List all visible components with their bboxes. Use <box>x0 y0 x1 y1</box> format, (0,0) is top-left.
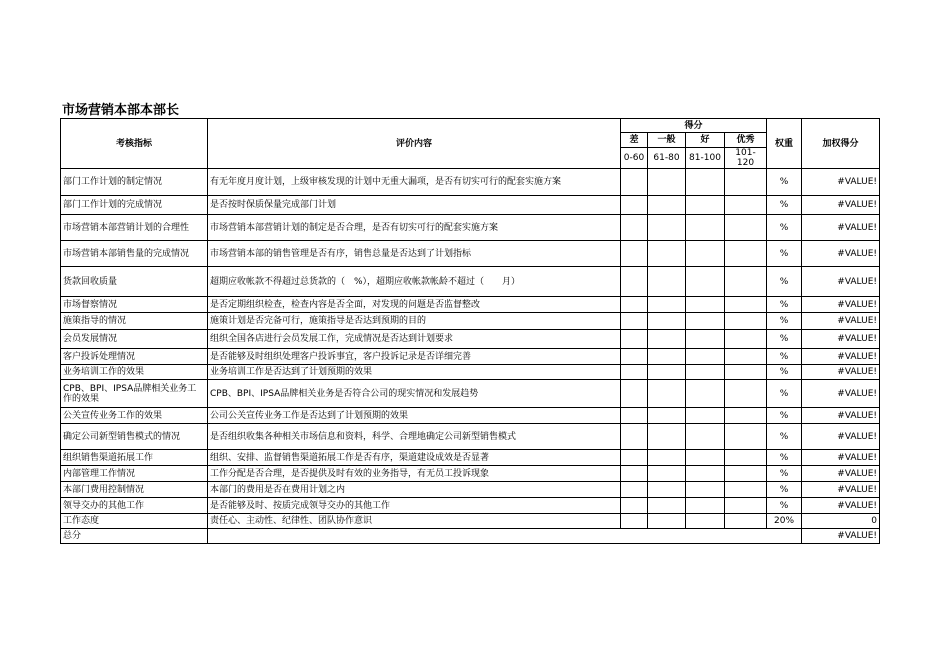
score-cell-poor[interactable] <box>621 514 648 529</box>
score-cell-good[interactable] <box>686 466 725 482</box>
score-cell-fair[interactable] <box>648 408 686 424</box>
score-cell-fair[interactable] <box>648 482 686 498</box>
content-cell: 是否能够及时、按质完成领导交办的其他工作 <box>208 498 621 514</box>
table-row <box>61 241 880 267</box>
weight-cell: % <box>767 482 802 498</box>
indicator-cell: 会员发展情况 <box>61 330 208 349</box>
score-cell-excellent[interactable] <box>725 241 767 267</box>
score-cell-excellent[interactable] <box>725 498 767 514</box>
indicator-cell: 确定公司新型销售模式的情况 <box>61 424 208 450</box>
score-cell-poor[interactable] <box>621 408 648 424</box>
score-cell-excellent[interactable] <box>725 408 767 424</box>
weight-cell: % <box>767 365 802 380</box>
weight-cell: % <box>767 169 802 196</box>
content-cell: 施策计划是否完备可行，施策指导是否达到预期的目的 <box>208 313 621 330</box>
level-range: 61-80 <box>648 148 686 169</box>
table-row <box>61 408 880 424</box>
score-cell-good[interactable] <box>686 196 725 215</box>
weighted-score-cell: #VALUE! <box>802 482 880 498</box>
score-cell-excellent[interactable] <box>725 466 767 482</box>
total-weighted-score: #VALUE! <box>802 529 880 544</box>
indicator-cell: 工作态度 <box>61 514 208 529</box>
score-cell-excellent[interactable] <box>725 450 767 466</box>
level-label: 优秀 <box>725 133 767 148</box>
weight-cell: % <box>767 349 802 365</box>
header-indicator: 考核指标 <box>61 119 208 169</box>
total-label: 总分 <box>61 529 208 544</box>
score-cell-fair[interactable] <box>648 169 686 196</box>
weight-cell: % <box>767 196 802 215</box>
score-cell-good[interactable] <box>686 297 725 313</box>
level-range: 101-120 <box>725 148 767 169</box>
score-cell-fair[interactable] <box>648 514 686 529</box>
indicator-cell: 部门工作计划的制定情况 <box>61 169 208 196</box>
indicator-cell: 组织销售渠道拓展工作 <box>61 450 208 466</box>
header-row-1 <box>61 119 880 133</box>
score-cell-poor[interactable] <box>621 267 648 297</box>
indicator-cell: 客户投诉处理情况 <box>61 349 208 365</box>
content-cell: 是否按时保质保量完成部门计划 <box>208 196 621 215</box>
score-cell-excellent[interactable] <box>725 297 767 313</box>
indicator-cell: 部门工作计划的完成情况 <box>61 196 208 215</box>
indicator-cell: 市场营销本部销售量的完成情况 <box>61 241 208 267</box>
weighted-score-cell: #VALUE! <box>802 466 880 482</box>
indicator-cell: CPB、BPI、IPSA品牌相关业务工作的效果 <box>61 380 208 408</box>
table-row <box>61 297 880 313</box>
score-cell-good[interactable] <box>686 349 725 365</box>
score-cell-excellent[interactable] <box>725 330 767 349</box>
score-cell-poor[interactable] <box>621 330 648 349</box>
score-cell-good[interactable] <box>686 424 725 450</box>
score-cell-good[interactable] <box>686 380 725 408</box>
weight-cell: % <box>767 330 802 349</box>
score-cell-good[interactable] <box>686 313 725 330</box>
score-cell-fair[interactable] <box>648 380 686 408</box>
score-cell-excellent[interactable] <box>725 215 767 241</box>
score-cell-excellent[interactable] <box>725 169 767 196</box>
weighted-score-cell: #VALUE! <box>802 424 880 450</box>
score-cell-fair[interactable] <box>648 450 686 466</box>
weighted-score-cell: #VALUE! <box>802 450 880 466</box>
table-row <box>61 365 880 380</box>
score-cell-poor[interactable] <box>621 424 648 450</box>
table-row <box>61 498 880 514</box>
content-cell: 组织全国各店进行会员发展工作，完成情况是否达到计划要求 <box>208 330 621 349</box>
table-row <box>61 267 880 297</box>
score-cell-fair[interactable] <box>648 349 686 365</box>
content-cell: 工作分配是否合理，是否提供及时有效的业务指导，有无员工投诉现象 <box>208 466 621 482</box>
score-cell-excellent[interactable] <box>725 267 767 297</box>
score-cell-excellent[interactable] <box>725 196 767 215</box>
score-cell-fair[interactable] <box>648 424 686 450</box>
table-row <box>61 215 880 241</box>
score-cell-fair[interactable] <box>648 365 686 380</box>
evaluation-table <box>60 118 880 544</box>
header-weighted: 加权得分 <box>802 119 880 169</box>
content-cell: 超期应收帐款不得超过总货款的（ %），超期应收帐款帐龄不超过（ 月） <box>208 267 621 297</box>
content-cell: 本部门的费用是否在费用计划之内 <box>208 482 621 498</box>
score-cell-poor[interactable] <box>621 380 648 408</box>
score-cell-good[interactable] <box>686 330 725 349</box>
content-cell: 责任心、主动性、纪律性、团队协作意识 <box>208 514 621 529</box>
score-cell-poor[interactable] <box>621 169 648 196</box>
content-cell: 是否定期组织检查，检查内容是否全面，对发现的问题是否监督整改 <box>208 297 621 313</box>
score-cell-excellent[interactable] <box>725 313 767 330</box>
indicator-cell: 市场督察情况 <box>61 297 208 313</box>
score-cell-good[interactable] <box>686 408 725 424</box>
score-cell-poor[interactable] <box>621 215 648 241</box>
score-cell-poor[interactable] <box>621 241 648 267</box>
weighted-score-cell: #VALUE! <box>802 498 880 514</box>
header-weight: 权重 <box>767 119 802 169</box>
score-cell-fair[interactable] <box>648 498 686 514</box>
score-cell-excellent[interactable] <box>725 365 767 380</box>
indicator-cell: 领导交办的其他工作 <box>61 498 208 514</box>
level-label: 差 <box>621 133 648 148</box>
score-cell-fair[interactable] <box>648 297 686 313</box>
table-row <box>61 330 880 349</box>
table-row <box>61 349 880 365</box>
weighted-score-cell: #VALUE! <box>802 169 880 196</box>
score-cell-poor[interactable] <box>621 482 648 498</box>
table-row <box>61 424 880 450</box>
weight-cell: % <box>767 408 802 424</box>
weight-cell: 20% <box>767 514 802 529</box>
score-cell-excellent[interactable] <box>725 424 767 450</box>
score-cell-good[interactable] <box>686 482 725 498</box>
weighted-score-cell: #VALUE! <box>802 241 880 267</box>
score-cell-fair[interactable] <box>648 330 686 349</box>
weighted-score-cell: #VALUE! <box>802 349 880 365</box>
score-cell-good[interactable] <box>686 215 725 241</box>
indicator-cell: 本部门费用控制情况 <box>61 482 208 498</box>
score-cell-poor[interactable] <box>621 365 648 380</box>
content-cell: 公司公关宣传业务工作是否达到了计划预期的效果 <box>208 408 621 424</box>
score-cell-poor[interactable] <box>621 349 648 365</box>
weighted-score-cell: #VALUE! <box>802 215 880 241</box>
table-row <box>61 466 880 482</box>
indicator-cell: 业务培训工作的效果 <box>61 365 208 380</box>
weighted-score-cell: #VALUE! <box>802 330 880 349</box>
content-cell: 有无年度月度计划，上级审核发现的计划中无重大漏项，是否有切实可行的配套实施方案 <box>208 169 621 196</box>
weight-cell: % <box>767 215 802 241</box>
weighted-score-cell: #VALUE! <box>802 196 880 215</box>
score-cell-poor[interactable] <box>621 498 648 514</box>
weight-cell: % <box>767 380 802 408</box>
score-cell-fair[interactable] <box>648 466 686 482</box>
header-content: 评价内容 <box>208 119 621 169</box>
weighted-score-cell: #VALUE! <box>802 380 880 408</box>
weighted-score-cell: #VALUE! <box>802 267 880 297</box>
indicator-cell: 市场营销本部营销计划的合理性 <box>61 215 208 241</box>
score-cell-good[interactable] <box>686 267 725 297</box>
weight-cell: % <box>767 241 802 267</box>
score-cell-excellent[interactable] <box>725 349 767 365</box>
weight-cell: % <box>767 498 802 514</box>
score-cell-fair[interactable] <box>648 313 686 330</box>
score-cell-excellent[interactable] <box>725 380 767 408</box>
table-row <box>61 380 880 408</box>
level-range: 0-60 <box>621 148 648 169</box>
total-empty-cell <box>208 529 802 544</box>
score-cell-poor[interactable] <box>621 450 648 466</box>
content-cell: 组织、安排、监督销售渠道拓展工作是否有序，渠道建设成效是否显著 <box>208 450 621 466</box>
score-cell-poor[interactable] <box>621 466 648 482</box>
indicator-cell: 施策指导的情况 <box>61 313 208 330</box>
weighted-score-cell: 0 <box>802 514 880 529</box>
score-cell-poor[interactable] <box>621 297 648 313</box>
score-cell-good[interactable] <box>686 365 725 380</box>
indicator-cell: 货款回收质量 <box>61 267 208 297</box>
content-cell: 是否组织收集各种相关市场信息和资料，科学、合理地确定公司新型销售模式 <box>208 424 621 450</box>
table-row <box>61 450 880 466</box>
level-label: 好 <box>686 133 725 148</box>
level-label: 一般 <box>648 133 686 148</box>
weighted-score-cell: #VALUE! <box>802 297 880 313</box>
indicator-cell: 内部管理工作情况 <box>61 466 208 482</box>
content-cell: CPB、BPI、IPSA品牌相关业务是否符合公司的现实情况和发展趋势 <box>208 380 621 408</box>
weight-cell: % <box>767 313 802 330</box>
content-cell: 业务培训工作是否达到了计划预期的效果 <box>208 365 621 380</box>
table-row <box>61 169 880 196</box>
weight-cell: % <box>767 450 802 466</box>
header-score: 得分 <box>621 119 767 133</box>
score-cell-poor[interactable] <box>621 313 648 330</box>
score-cell-excellent[interactable] <box>725 482 767 498</box>
table-row <box>61 514 880 529</box>
weighted-score-cell: #VALUE! <box>802 313 880 330</box>
score-cell-fair[interactable] <box>648 215 686 241</box>
total-row <box>61 529 880 544</box>
content-cell: 是否能够及时组织处理客户投诉事宜，客户投诉记录是否详细完善 <box>208 349 621 365</box>
score-cell-good[interactable] <box>686 498 725 514</box>
score-cell-good[interactable] <box>686 514 725 529</box>
indicator-cell: 公关宣传业务工作的效果 <box>61 408 208 424</box>
weighted-score-cell: #VALUE! <box>802 365 880 380</box>
weighted-score-cell: #VALUE! <box>802 408 880 424</box>
table-row <box>61 196 880 215</box>
score-cell-excellent[interactable] <box>725 514 767 529</box>
score-cell-fair[interactable] <box>648 241 686 267</box>
table-row <box>61 482 880 498</box>
table-row <box>61 313 880 330</box>
score-cell-fair[interactable] <box>648 196 686 215</box>
content-cell: 市场营销本部营销计划的制定是否合理，是否有切实可行的配套实施方案 <box>208 215 621 241</box>
score-cell-good[interactable] <box>686 450 725 466</box>
content-cell: 市场营销本部的销售管理是否有序，销售总量是否达到了计划指标 <box>208 241 621 267</box>
weight-cell: % <box>767 424 802 450</box>
weight-cell: % <box>767 267 802 297</box>
score-cell-good[interactable] <box>686 241 725 267</box>
weight-cell: % <box>767 466 802 482</box>
page-title: 市场营销本部本部长 <box>62 103 180 118</box>
score-cell-fair[interactable] <box>648 267 686 297</box>
weight-cell: % <box>767 297 802 313</box>
score-cell-good[interactable] <box>686 169 725 196</box>
level-range: 81-100 <box>686 148 725 169</box>
score-cell-poor[interactable] <box>621 196 648 215</box>
